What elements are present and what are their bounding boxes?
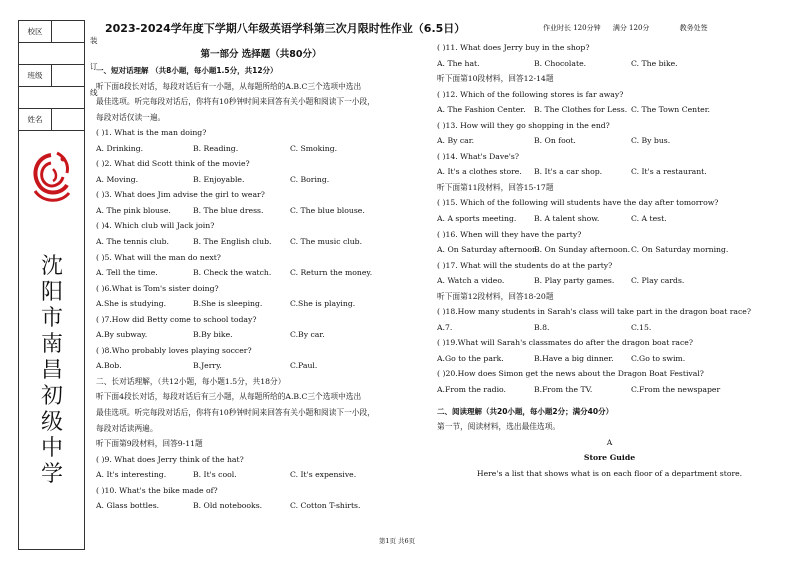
question-stem: ( )8.Who probably loves playing soccer? [96,345,252,355]
school-char: 市 [40,305,63,330]
name-label: 姓名 [19,109,52,130]
option-b: B. It's cool. [193,470,237,480]
option-c: C. A test. [631,214,667,224]
answer-options [437,133,782,149]
option-b: B. The blue dress. [193,205,264,215]
question-stem: ( )13. How will they go shopping in the end? [437,120,610,130]
question-stem: ( )2. What did Scott think of the movie? [96,159,250,169]
duration-text: 作业时长 120分钟 [543,24,601,32]
option-b: B. Old notebooks. [193,501,263,511]
answer-options [437,56,782,72]
option-a: A.7. [437,322,453,332]
answer-options [437,320,782,336]
left-column [96,46,426,514]
question-stem: ( )3. What does Jim advise the girl to wear? [96,190,265,200]
option-a: A.She is studying. [96,299,167,309]
instruction-line: 听下面8段长对话，每段对话后有一小题，从每题所给的A.B.C三个选项中选出 [96,81,362,91]
question-stem: ( )14. What's Dave's? [437,151,519,161]
option-b: B.Have a big dinner. [534,353,614,363]
material-heading: 听下面第9段材料，回答9-11题 [96,439,203,449]
option-a: A. The tennis club. [96,237,169,247]
option-b: B. On foot. [534,136,576,146]
campus-field [52,21,84,42]
school-name-vertical [37,253,67,487]
binding-char: 装 [90,36,98,45]
option-a: A. Glass bottles. [96,501,160,511]
question-stem: ( )12. Which of the following stores is far away? [437,89,624,99]
answer-options [437,102,782,118]
name-row [19,108,84,131]
reading-section-title: 二、阅读理解（共20小题，每小题2分；满分40分） [437,406,614,416]
school-char: 昌 [40,357,63,382]
answer-options [96,327,426,343]
option-b: B. It's a car shop. [534,167,603,177]
school-char: 南 [40,331,63,356]
class-field [52,65,84,86]
question-stem: ( )1. What is the man doing? [96,128,207,138]
option-b: B.Jerry. [193,361,222,371]
option-c: C. By bus. [631,136,671,146]
binding-char: 线 [90,88,98,97]
exam-title: 2023-2024学年度下学期八年级英语学科第三次月限时性作业（6.5日） [105,22,466,35]
school-char: 级 [40,409,63,434]
binding-char: 订 [90,62,98,71]
option-a: A. A sports meeting. [437,214,517,224]
questions-18-20 [437,304,782,397]
answer-options [96,467,426,483]
passage-title: Store Guide [583,453,636,463]
option-c: C. Play cards. [631,276,685,286]
option-b: B. Reading. [193,143,239,153]
campus-label: 校区 [19,21,52,42]
answer-options [437,211,782,227]
school-char: 沈 [40,253,63,278]
class-row [19,64,84,87]
questions-15-17 [437,195,782,288]
option-c: C. Boring. [290,174,330,184]
question-11 [437,40,782,71]
option-c: C. It's expensive. [290,470,357,480]
material-heading: 听下面第10段材料，回答12-14题 [437,74,554,84]
school-char: 初 [40,383,63,408]
option-a: A. Moving. [96,174,139,184]
option-a: A. It's interesting. [96,470,167,480]
score-text: 满分 120分 [612,24,650,32]
option-a: A. Drinking. [96,143,144,153]
option-c: C. The music club. [290,237,363,247]
part-one-title: 第一部分 选择题（共80分） [200,49,322,60]
option-a: A.Go to the park. [437,353,504,363]
option-c: C. Cotton T-shirts. [290,501,361,511]
question-stem: ( )20.How does Simon get the news about the Dragon Boat Festival? [437,369,704,379]
reading-subsection: 第一节，阅读材料，选出最佳选项。 [437,422,561,432]
option-b: B. The Clothes for Less. [534,105,628,115]
answer-options [96,358,426,374]
campus-row [19,21,84,43]
question-stem: ( )10. What's the bike made of? [96,485,218,495]
option-b: B. A talent show. [534,214,600,224]
option-a: A.From the radio. [437,385,506,395]
school-char: 中 [40,435,63,460]
answer-options [96,296,426,312]
option-c: C. Smoking. [290,143,338,153]
question-stem: ( )16. When will they have the party? [437,229,582,239]
question-stem: ( )6.What is Tom's sister doing? [96,283,219,293]
instruction-line: 最佳选项。听完每段对话后，你将有10秒钟时间来回答有关小题和阅读下一小段， [96,408,375,418]
class-label: 班级 [19,65,52,86]
name-field [52,109,84,130]
page-header [105,20,785,36]
option-c: C.By car. [290,330,325,340]
questions-9-10 [96,452,426,514]
page-footer: 第1页 共6页 [378,537,416,545]
question-stem: ( )11. What does Jerry buy in the shop? [437,43,590,52]
question-stem: ( )9. What does Jerry think of the hat? [96,454,244,464]
answer-options [437,382,782,398]
question-stem: ( )4. Which club will Jack join? [96,221,215,231]
question-stem: ( )7.How did Betty come to school today? [96,314,257,324]
answer-options [437,273,782,289]
option-a: A. It's a clothes store. [437,167,522,177]
question-stem: ( )17. What will the students do at the party? [437,260,613,270]
option-a: A. By car. [437,136,475,146]
option-b: B. Play party games. [534,276,615,286]
instruction-line: 每段对话仅读一遍。 [96,112,166,122]
answer-options [437,164,782,180]
instruction-line: 听下面4段长对话，每段对话后有三小题，从每题所给的A.B.C三个选项中选出 [96,392,362,402]
option-c: C.Paul. [290,361,318,371]
option-a: A. Tell the time. [96,268,158,278]
option-b: B. The English club. [193,237,272,247]
option-b: B. On Sunday afternoon. [534,245,631,255]
option-a: A. The Fashion Center. [437,105,526,115]
option-c: C. It's a restaurant. [631,167,707,177]
question-stem: ( )5. What will the man do next? [96,252,221,262]
red-swirl-logo-icon [27,147,75,207]
student-info-sidebar [18,20,85,550]
option-a: A. Watch a video. [437,276,505,286]
answer-options [96,203,426,219]
questions-12-14 [437,87,782,180]
option-c: C.Go to swim. [631,353,686,363]
option-c: C.From the newspaper [631,385,721,395]
option-b: B. Chocolate. [534,58,587,68]
option-c: C.She is playing. [290,299,356,309]
questions-1-8 [96,125,426,374]
exam-meta [543,23,718,33]
answer-options [96,265,426,281]
passage-text: Here's a list that shows what is on each floor of a department store. [476,468,743,478]
question-stem: ( )19.What will Sarah's classmates do after the dragon boat race? [437,338,693,348]
material-heading: 听下面第12段材料，回答18-20题 [437,291,554,301]
answer-options [96,172,426,188]
answer-options [96,234,426,250]
section-two-title: 二、长对话理解，（共12小题，每小题1.5分，共18分） [96,376,286,386]
option-b: B.By bike. [193,330,233,340]
option-c: C. The Town Center. [631,105,710,115]
option-b: B. Check the watch. [193,268,272,278]
option-b: B.8. [534,322,550,332]
material-heading: 听下面第11段材料，回答15-17题 [437,182,554,192]
answer-options [96,498,426,514]
option-b: B. Enjoyable. [193,174,245,184]
option-c: C. Return the money. [290,268,373,278]
option-c: C. The blue blouse. [290,205,365,215]
option-a: A. On Saturday afternoon. [437,245,540,255]
option-a: A.By subway. [96,330,148,340]
option-c: C. On Saturday morning. [631,245,729,255]
answer-options [437,351,782,367]
question-stem: ( )15. Which of the following will students have the day after tomorrow? [437,198,719,208]
school-char: 阳 [40,279,63,304]
right-column [437,40,782,481]
instruction-line: 每段对话读两遍。 [96,423,158,433]
instruction-line: 最佳选项。听完每段对话后，你将有10秒钟时间来回答有关小题和阅读下一小段， [96,97,375,107]
option-b: B.She is sleeping. [193,299,263,309]
section-one-title: 一、短对话理解 （共8小题，每小题1.5分，共12分） [96,66,278,75]
option-b: B.From the TV. [534,385,593,395]
option-a: A.Bob. [96,361,122,371]
option-c: C. The bike. [631,58,678,68]
answer-options [96,141,426,157]
option-a: A. The hat. [437,58,480,68]
answer-options [437,242,782,258]
question-stem: ( )18.How many students in Sarah's class will take part in the dragon boat race? [437,307,751,317]
office-sign-text: 教务处签 [679,24,708,32]
school-char: 学 [40,461,63,486]
option-c: C.15. [631,322,652,332]
option-a: A. The pink blouse. [96,205,171,215]
passage-label: A [606,437,613,447]
